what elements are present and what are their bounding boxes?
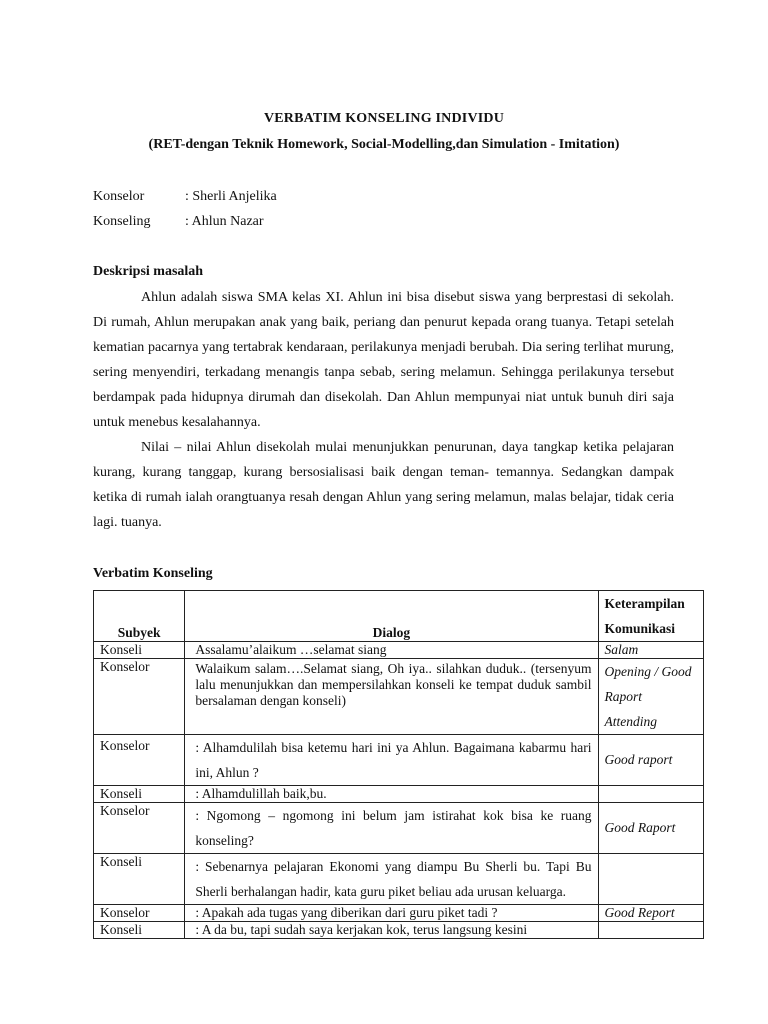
row-subject: Konseli — [94, 922, 185, 939]
row-dialog: : Sebenarnya pelajaran Ekonomi yang diampu Bu Sherli bu. Tapi Bu Sherli berhalangan hadir, kata guru piket beliau ada urusan keluarga. — [185, 854, 598, 905]
row-subject: Konselor — [94, 803, 185, 854]
row-skill: Good Raport — [598, 803, 703, 854]
row-dialog: : Alhamdulillah baik,bu. — [185, 786, 598, 803]
row-skill: Salam — [598, 642, 703, 659]
header-subyek: Subyek — [94, 591, 185, 642]
row-subject: Konseli — [94, 642, 185, 659]
table-header-row — [94, 591, 704, 642]
row-dialog: : Alhamdulilah bisa ketemu hari ini ya Ahlun. Bagaimana kabarmu hari ini, Ahlun ? — [185, 735, 598, 786]
table-row — [94, 786, 704, 803]
table-row — [94, 854, 704, 905]
row-skill: Good Report — [598, 905, 703, 922]
row-subject: Konselor — [94, 735, 185, 786]
row-subject: Konseli — [94, 786, 185, 803]
document-subtitle: (RET-dengan Teknik Homework, Social-Modelling,dan Simulation - Imitation) — [148, 137, 620, 152]
row-dialog: Assalamu’alaikum …selamat siang — [185, 642, 598, 659]
konseling-value: : Ahlun Nazar — [185, 214, 264, 229]
row-subject: Konseli — [94, 854, 185, 905]
konselor-label: Konselor — [93, 189, 145, 204]
deskripsi-heading: Deskripsi masalah — [93, 264, 204, 279]
row-dialog: : Apakah ada tugas yang diberikan dari guru piket tadi ? — [185, 905, 598, 922]
table-row — [94, 905, 704, 922]
header-keterampilan: Keterampilan Komunikasi — [598, 591, 703, 642]
verbatim-heading: Verbatim Konseling — [93, 566, 213, 581]
row-subject: Konselor — [94, 659, 185, 735]
document-title: VERBATIM KONSELING INDIVIDU — [263, 111, 505, 126]
row-skill — [598, 786, 703, 803]
konselor-value: : Sherli Anjelika — [185, 189, 277, 204]
row-skill — [598, 854, 703, 905]
verbatim-table — [93, 590, 704, 939]
description-paragraph-1: Ahlun adalah siswa SMA kelas XI. Ahlun ini bisa disebut siswa yang berprestasi di sekolah. Di rumah, Ahlun merupakan anak yang baik, periang dan penurut kepada orang tuanya. Tetapi setelah kematian pacarnya yang tertabrak kendaraan, perilakunya menjadi berubah. Dia sering terlihat murung, sering menyendiri, terkadang menangis tanpa sebab, sering melamun. Sehingga perilakunya tersebut berdampak pada hidupnya dirumah dan disekolah. Dan Ahlun mempunyai niat untuk bunuh diri saja untuk menebus kesalahannya. — [93, 290, 674, 430]
row-dialog: Walaikum salam….Selamat siang, Oh iya.. silahkan duduk.. (tersenyum lalu menunjukkan dan mempersilahkan konseli ke tempat duduk sambil bersalaman dengan konseli) — [185, 659, 598, 735]
row-skill — [598, 922, 703, 939]
row-dialog: : A da bu, tapi sudah saya kerjakan kok, terus langsung kesini — [185, 922, 598, 939]
table-row — [94, 659, 704, 735]
table-row — [94, 642, 704, 659]
table-row — [94, 735, 704, 786]
table-row — [94, 922, 704, 939]
konseling-label: Konseling — [93, 214, 151, 229]
row-dialog: : Ngomong – ngomong ini belum jam istirahat kok bisa ke ruang konseling? — [185, 803, 598, 854]
table-row — [94, 803, 704, 854]
row-skill: Opening / Good Raport Attending — [598, 659, 703, 735]
row-skill: Good raport — [598, 735, 703, 786]
description-paragraph-2: Nilai – nilai Ahlun disekolah mulai menunjukkan penurunan, daya tangkap ketika pelajaran kurang, kurang tanggap, kurang bersosialisasi baik dengan teman- temannya. Sedangkan dampak ketika di rumah ialah orangtuanya resah dengan Ahlun yang sering melamun, malas belajar, tidak ceria lagi. tuanya. — [93, 440, 674, 530]
row-subject: Konselor — [94, 905, 185, 922]
header-dialog: Dialog — [185, 591, 598, 642]
